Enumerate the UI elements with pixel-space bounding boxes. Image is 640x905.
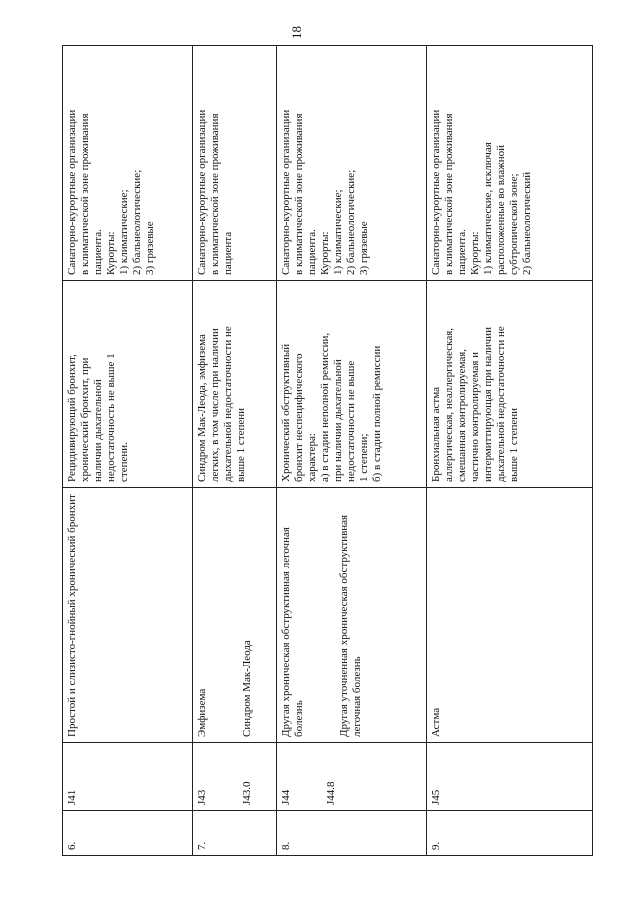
diagnosis-cell (277, 488, 427, 743)
condition-line: дыхательной недостаточности не (495, 326, 507, 482)
diagnosis-name: Другая хроническая обструктивная легочная болезнь (280, 527, 305, 737)
condition-line: выше 1 степени (508, 407, 520, 482)
condition-line: а) в стадии неполной ремиссии, (319, 332, 331, 482)
condition-line: частично контролируемая и (469, 351, 481, 482)
condition-line: дыхательной недостаточности не (222, 326, 234, 482)
recommendation-cell (427, 46, 593, 281)
recommendation-line: пациента. (92, 229, 104, 275)
diagnosis-cell (427, 488, 593, 743)
condition-cell (193, 281, 277, 488)
recommendation-line: пациента. (306, 229, 318, 275)
diagnosis-subname: Другая уточненная хроническая обструктивная легочная болезнь (338, 514, 363, 737)
recommendation-line: Курорты: (105, 231, 117, 275)
recommendation-line: 2) бальнеологический (521, 171, 533, 275)
condition-line: 1 степени; (358, 433, 370, 482)
icd-code: J44 (280, 789, 292, 805)
row-number-cell (193, 811, 277, 856)
condition-cell (63, 281, 193, 488)
row-number-cell (277, 811, 427, 856)
condition-line: недостаточность не выше 1 (105, 353, 117, 482)
recommendation-line: Санаторно-курортные организации (196, 109, 208, 275)
row-number: 6. (66, 841, 78, 850)
rotated-table-wrapper (62, 46, 592, 856)
recommendation-line: субтропической зоне; (508, 173, 520, 275)
icd-subcode: J43.0 (241, 781, 253, 805)
page-number (0, 26, 640, 42)
document-table-area (62, 46, 592, 856)
recommendation-line: в климатической зоне проживания (209, 113, 221, 275)
diagnosis-name: Эмфизема (196, 688, 208, 737)
row-number-cell (63, 811, 193, 856)
condition-line: Хронический обструктивный (280, 343, 292, 482)
icd-code-cell (193, 743, 277, 811)
table-row (63, 46, 193, 856)
recommendation-line: Курорты: (319, 231, 331, 275)
recommendation-line: 1) климатические; (332, 189, 344, 275)
recommendation-line: пациента. (456, 229, 468, 275)
icd-code-cell (427, 743, 593, 811)
recommendation-cell (277, 46, 427, 281)
recommendation-line: расположенные во влажной (495, 144, 507, 275)
recommendation-line: 3) грязевые (144, 221, 156, 275)
row-number: 8. (280, 841, 292, 850)
condition-line: аллергическая, неаллергическая, (443, 327, 455, 482)
condition-line: Рецидивирующий бронхит, (66, 354, 78, 482)
row-number: 9. (430, 841, 442, 850)
recommendation-line: 2) бальнеологические; (131, 169, 143, 275)
condition-line: наличии дыхательной (92, 379, 104, 482)
recommendation-line: в климатической зоне проживания (443, 113, 455, 275)
condition-cell (277, 281, 427, 488)
condition-line: бронхит неспецифического (293, 353, 305, 482)
table-row (427, 46, 593, 856)
diagnosis-name: Простой и слизисто-гнойный хронический бронхит (66, 494, 78, 737)
recommendation-line: в климатической зоне проживания (79, 113, 91, 275)
condition-line: выше 1 степени (235, 407, 247, 482)
condition-line: Бронхиальная астма (430, 387, 442, 482)
condition-line: интермиттирующая при наличии (482, 327, 494, 482)
recommendation-line: 3) грязевые (358, 221, 370, 275)
resort-indications-table (62, 45, 593, 856)
condition-line: Синдром Мак-Леода, эмфизема (196, 334, 208, 482)
icd-code: J41 (66, 789, 78, 805)
row-number: 7. (196, 841, 208, 850)
recommendation-line: 1) климатические, исключая (482, 142, 494, 275)
condition-line: хронический бронхит, при (79, 357, 91, 482)
recommendation-line: Санаторно-курортные организации (430, 109, 442, 275)
recommendation-line: Санаторно-курортные организации (66, 109, 78, 275)
condition-cell (427, 281, 593, 488)
icd-code: J45 (430, 789, 442, 805)
condition-line: легких, в том числе при наличии (209, 328, 221, 482)
diagnosis-name: Астма (430, 707, 442, 737)
icd-subcode: J44.8 (325, 781, 337, 805)
recommendation-line: пациента (222, 231, 234, 275)
page-number-text: 18 (289, 26, 304, 39)
condition-line: характера: (306, 433, 318, 482)
condition-line: недостаточности не выше (345, 360, 357, 482)
condition-line: смешанная контролируемая, (456, 348, 468, 482)
diagnosis-cell (193, 488, 277, 743)
recommendation-cell (63, 46, 193, 281)
condition-line: при наличии дыхательной (332, 359, 344, 482)
recommendation-line: 1) климатические; (118, 189, 130, 275)
icd-code: J43 (196, 789, 208, 805)
diagnosis-subname: Синдром Мак-Леода (241, 640, 253, 737)
diagnosis-cell (63, 488, 193, 743)
recommendation-line: в климатической зоне проживания (293, 113, 305, 275)
recommendation-line: Курорты: (469, 231, 481, 275)
table-row (193, 46, 277, 856)
condition-line: степени. (118, 442, 130, 482)
table-row (277, 46, 427, 856)
condition-line: б) в стадии полной ремиссии (371, 345, 383, 482)
recommendation-line: Санаторно-курортные организации (280, 109, 292, 275)
icd-code-cell (63, 743, 193, 811)
recommendation-line: 2) бальнеологические; (345, 169, 357, 275)
icd-code-cell (277, 743, 427, 811)
row-number-cell (427, 811, 593, 856)
recommendation-cell (193, 46, 277, 281)
